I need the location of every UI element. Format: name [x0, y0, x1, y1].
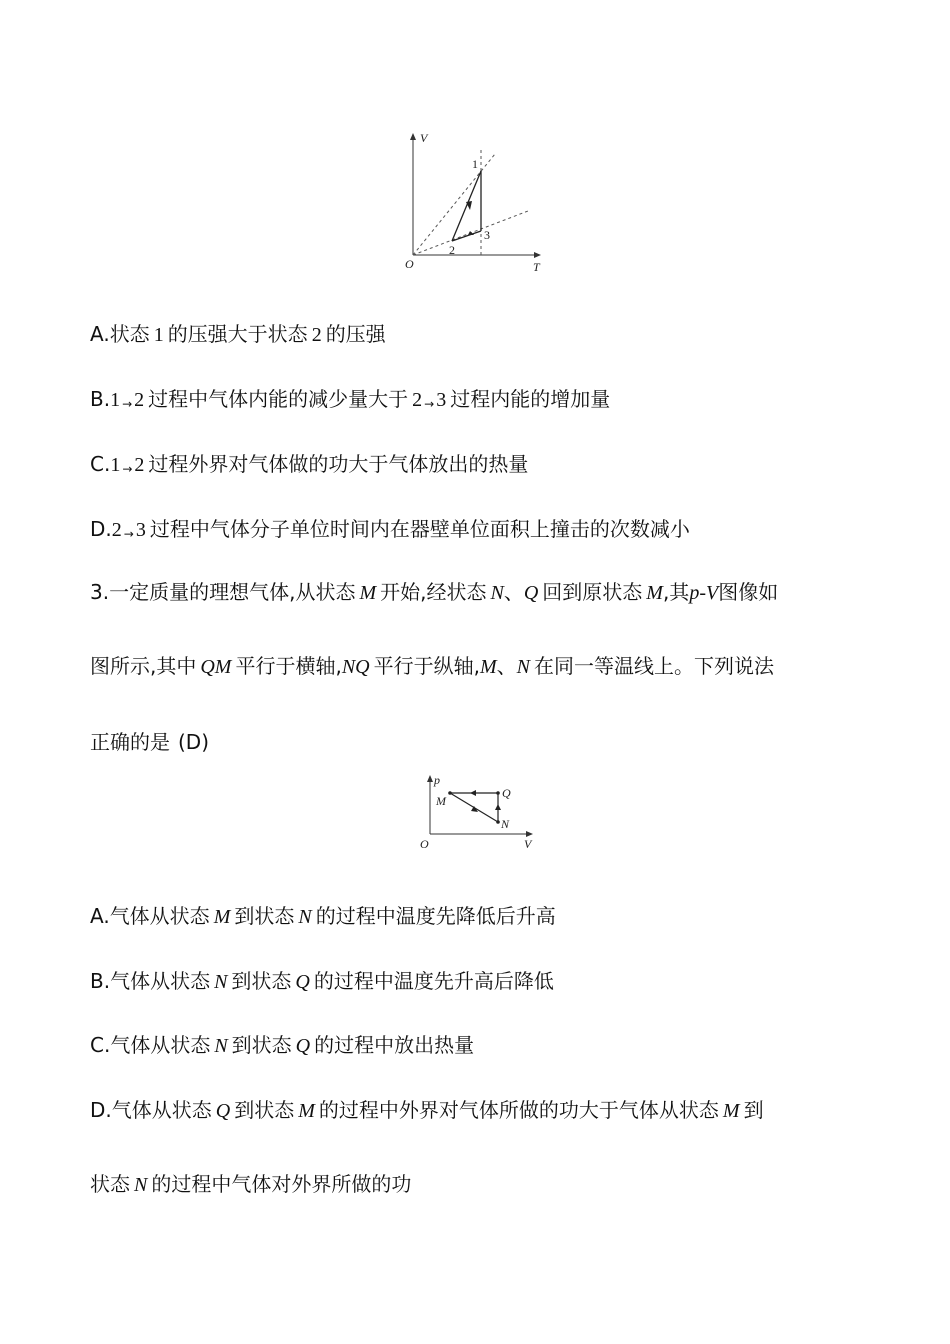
option-3c: C.气体从状态 N 到状态 Q 的过程中放出热量	[90, 1033, 475, 1057]
arrow-on-n-q	[495, 804, 501, 810]
answer-label: (D)	[178, 730, 210, 754]
question-3-line-3: 正确的是 (D)	[90, 730, 210, 754]
figure-p-v-diagram	[412, 770, 542, 860]
origin-label: O	[405, 257, 414, 271]
point-label-m: M	[436, 794, 446, 808]
axis-label-p: p	[434, 773, 440, 787]
point-n	[496, 820, 500, 824]
option-3d-line-2: 状态 N 的过程中气体对外界所做的功	[90, 1172, 412, 1196]
axis-label-v: V	[420, 131, 428, 145]
point-label-3: 3	[484, 228, 490, 242]
point-q	[496, 791, 500, 795]
question-3-line-2: 图所示,其中 QM 平行于横轴,NQ 平行于纵轴,M、N 在同一等温线上。下列说法	[90, 654, 774, 678]
point-m	[448, 791, 452, 795]
option-2d: D.2 → 3 过程中气体分子单位时间内在器壁单位面积上撞击的次数减小	[90, 517, 690, 541]
option-2a: A.状态 1 的压强大于状态 2 的压强	[90, 322, 386, 346]
figure-v-t-diagram	[400, 128, 550, 278]
option-3d-line-1: D.气体从状态 Q 到状态 M 的过程中外界对气体所做的功大于气体从状态 M 到	[90, 1098, 764, 1122]
axis-label-t: T	[533, 260, 540, 274]
point-label-q: Q	[502, 786, 511, 800]
option-2c: C.1 → 2 过程外界对气体做的功大于气体放出的热量	[90, 452, 529, 476]
segment-2-3	[452, 231, 481, 241]
arrow-on-q-m	[470, 790, 476, 796]
option-2b: B.1 → 2 过程中气体内能的减少量大于 2 → 3 过程内能的增加量	[90, 387, 611, 411]
option-3b: B.气体从状态 N 到状态 Q 的过程中温度先升高后降低	[90, 969, 554, 993]
option-3a: A.气体从状态 M 到状态 N 的过程中温度先降低后升高	[90, 904, 556, 928]
arrow-on-2-3	[468, 231, 474, 235]
axis-label-v2: V	[524, 837, 532, 851]
question-3-line-1: 3.一定质量的理想气体,从状态 M 开始,经状态 N、Q 回到原状态 M,其p-V图像如	[90, 580, 779, 604]
point-label-1: 1	[472, 157, 478, 171]
origin-label-2: O	[420, 837, 429, 851]
point-label-2: 2	[449, 243, 455, 257]
point-label-n: N	[501, 817, 510, 831]
